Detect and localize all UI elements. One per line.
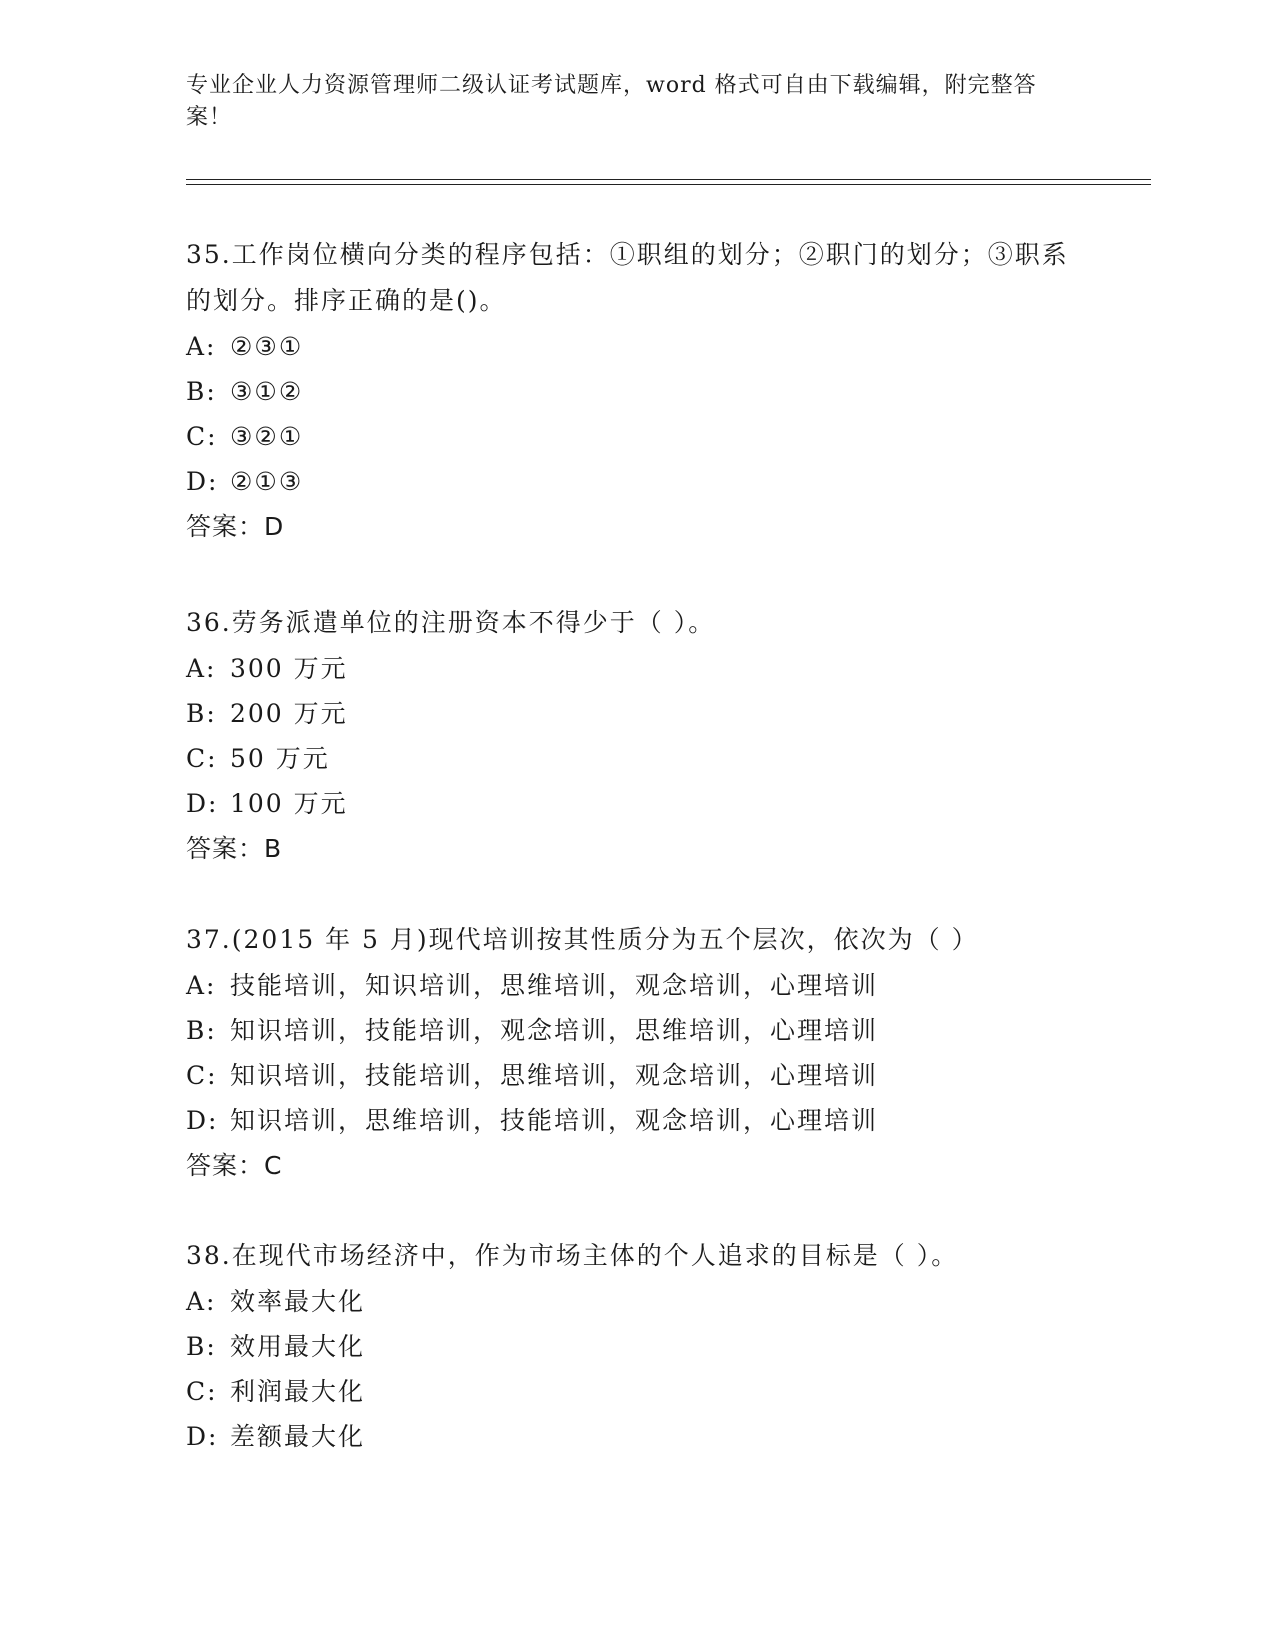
answer-label: 答案：C [186, 1151, 283, 1180]
option-key: C: [186, 744, 218, 773]
question-38 [186, 1233, 1086, 1459]
option-text: 50 万元 [230, 744, 330, 773]
option-key: B: [186, 1332, 217, 1361]
option-d [186, 781, 1086, 826]
option-b [186, 1008, 1086, 1053]
option-text: 效率最大化 [230, 1287, 366, 1316]
option-key: C: [186, 1061, 218, 1090]
option-key: D: [186, 467, 219, 496]
question-title: 37.(2015 年 5 月)现代培训按其性质分为五个层次，依次为（ ） [186, 925, 979, 954]
option-a [186, 963, 1086, 1008]
option-c [186, 736, 1086, 781]
header-divider-bottom [186, 184, 1151, 185]
question-37 [186, 917, 1086, 1189]
option-key: A: [186, 332, 217, 361]
option-key: C: [186, 1377, 218, 1406]
option-b [186, 369, 1086, 414]
option-key: D: [186, 1106, 219, 1135]
option-text: 利润最大化 [230, 1377, 366, 1406]
option-text: ③①② [230, 377, 304, 406]
option-text: 差额最大化 [230, 1422, 366, 1451]
option-d [186, 1414, 1086, 1459]
option-text: 技能培训，知识培训，思维培训，观念培训，心理培训 [230, 971, 879, 1000]
option-text: ③②① [230, 422, 304, 451]
option-a [186, 646, 1086, 691]
option-c [186, 1053, 1086, 1098]
question-35 [186, 232, 1086, 550]
question-title: 36.劳务派遣单位的注册资本不得少于（ ）。 [186, 608, 716, 637]
option-text: 300 万元 [230, 654, 348, 683]
option-key: A: [186, 654, 217, 683]
option-b [186, 1324, 1086, 1369]
option-text: ②③① [230, 332, 304, 361]
option-text: 知识培训，思维培训，技能培训，观念培训，心理培训 [230, 1106, 879, 1135]
option-c [186, 414, 1086, 459]
option-d [186, 1098, 1086, 1143]
answer-label: 答案：B [186, 834, 283, 863]
option-key: D: [186, 1422, 219, 1451]
option-a [186, 1279, 1086, 1324]
header-divider-top [186, 179, 1151, 180]
option-key: B: [186, 377, 217, 406]
document-header: 专业企业人力资源管理师二级认证考试题库，word 格式可自由下载编辑，附完整答案！ [186, 73, 1037, 130]
option-key: B: [186, 1016, 217, 1045]
option-key: D: [186, 789, 219, 818]
option-key: C: [186, 422, 218, 451]
question-title: 35.工作岗位横向分类的程序包括：①职组的划分；②职门的划分；③职系的划分。排序正确的是()。 [186, 240, 1069, 315]
option-key: A: [186, 971, 217, 1000]
option-text: ②①③ [230, 467, 304, 496]
question-title: 38.在现代市场经济中，作为市场主体的个人追求的目标是（ ）。 [186, 1241, 959, 1270]
option-c [186, 1369, 1086, 1414]
option-text: 200 万元 [230, 699, 348, 728]
answer-label: 答案：D [186, 512, 285, 541]
option-d [186, 459, 1086, 504]
option-key: B: [186, 699, 217, 728]
option-text: 知识培训，技能培训，观念培训，思维培训，心理培训 [230, 1016, 879, 1045]
option-b [186, 691, 1086, 736]
option-key: A: [186, 1287, 217, 1316]
option-text: 效用最大化 [230, 1332, 366, 1361]
option-text: 100 万元 [230, 789, 348, 818]
question-36 [186, 600, 1086, 872]
option-a [186, 324, 1086, 369]
option-text: 知识培训，技能培训，思维培训，观念培训，心理培训 [230, 1061, 879, 1090]
